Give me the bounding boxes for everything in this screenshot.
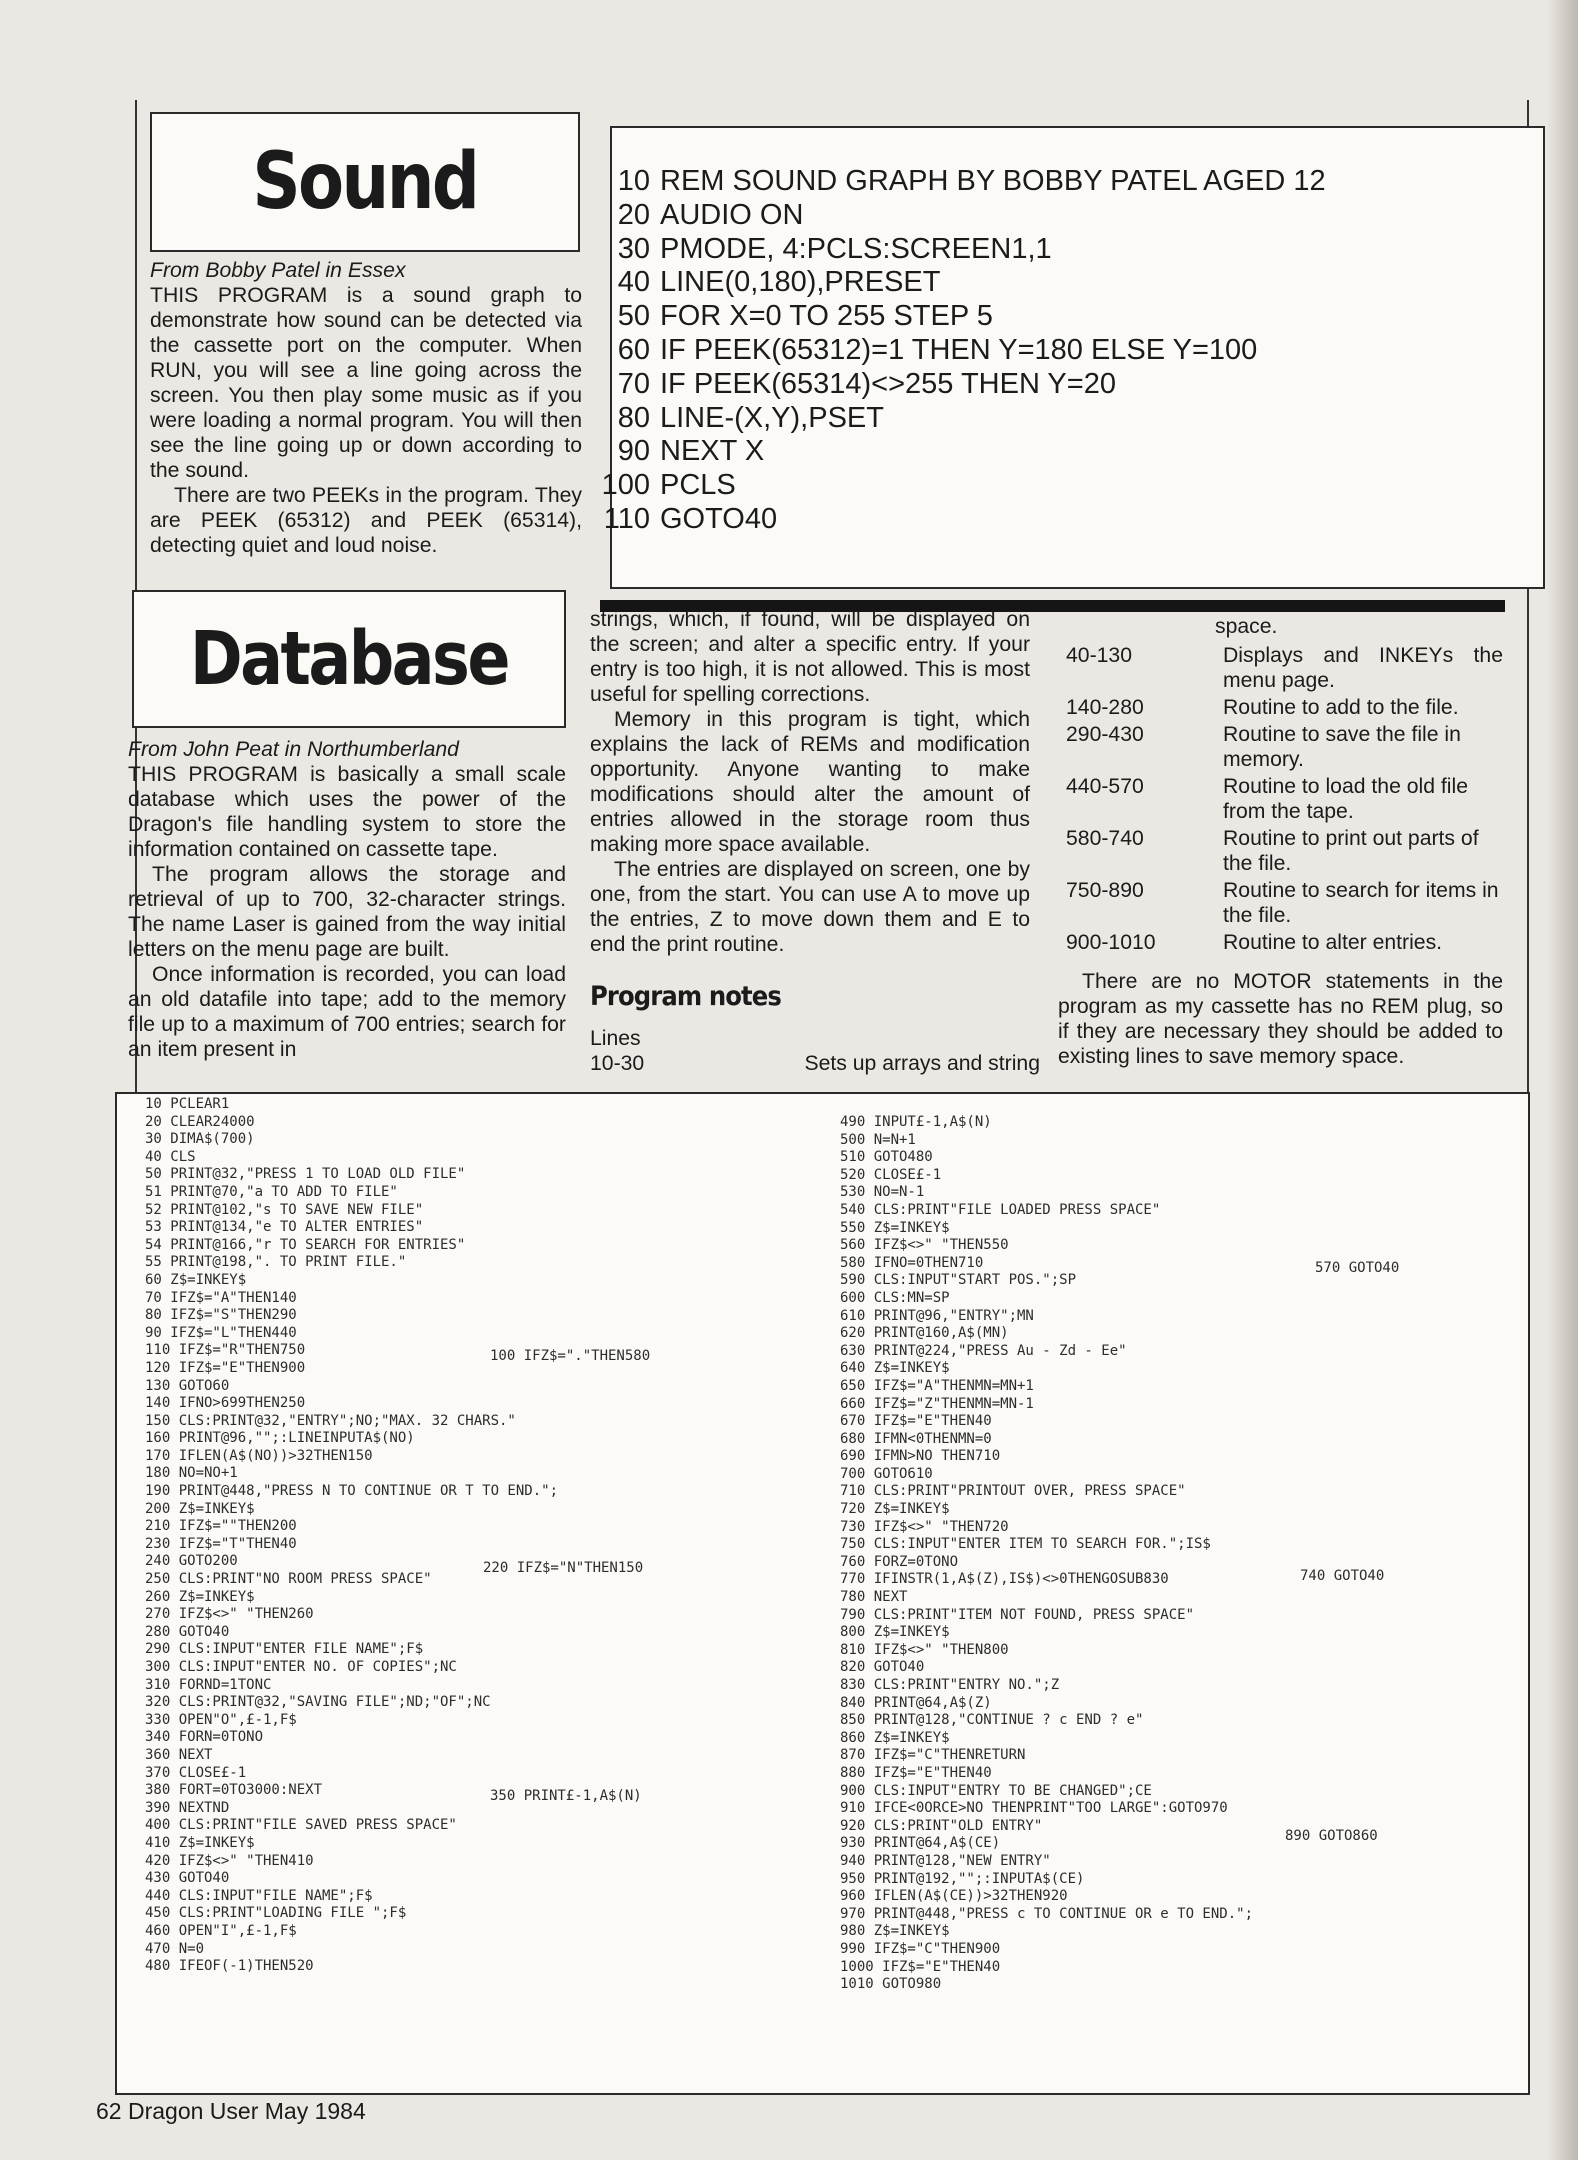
listing-aside-740: 740 GOTO40	[1300, 1568, 1385, 1584]
listing-line: 330 OPEN"O",£-1,F$	[145, 1711, 297, 1728]
listing-line: 430 GOTO40	[145, 1870, 230, 1887]
sound-article	[150, 258, 582, 558]
first-note-row: 10-30 Sets up arrays and string	[590, 1052, 1040, 1075]
listing-line: 560 IFZ$<>" "THEN550	[840, 1237, 1009, 1254]
listing-line: 240 GOTO200	[145, 1553, 238, 1570]
program-notes-table	[1058, 643, 1503, 955]
note-row: 440-570 Routine to load the old file from the tape.	[1066, 775, 1469, 823]
sound-title: Sound	[252, 137, 478, 227]
listing-line: 470 N=0	[145, 1940, 205, 1957]
database-byline: From John Peat in Northumberland	[128, 738, 459, 761]
listing-line: 850 PRINT@128,"CONTINUE ? c END ? e"	[840, 1712, 1144, 1729]
listing-line: 960 IFLEN(A$(CE))>32THEN920	[840, 1888, 1068, 1905]
listing-line: 680 IFMN<0THENMN=0	[840, 1430, 992, 1447]
listing-line: 90 IFZ$="L"THEN440	[145, 1324, 297, 1341]
note-row: 900-1010 Routine to alter entries.	[1066, 931, 1443, 954]
listing-line: 690 IFMN>NO THEN710	[840, 1448, 1001, 1465]
database-col2-paragraph-2: Memory in this program is tight, which explains the lack of REMs and modification opportunity. Anyone wanting to make modifications should alter the amount of entries allowed in the storage room thus making more space available.	[590, 708, 1030, 856]
note-row: 580-740 Routine to print out parts of the file.	[1066, 827, 1479, 875]
listing-line: 390 NEXTND	[145, 1799, 230, 1816]
listing-line: 970 PRINT@448,"PRESS c TO CONTINUE OR e TO END.";	[840, 1905, 1254, 1922]
listing-line: 130 GOTO60	[145, 1377, 230, 1394]
listing-line: 60 Z$=INKEY$	[145, 1271, 247, 1288]
listing-line: 160 PRINT@96,"";:LINEINPUTA$(NO)	[145, 1430, 415, 1447]
database-col1-paragraph-2: The program allows the storage and retrieval of up to 700, 32-character strings. The name Laser is gained from the way initial letters on the menu page are built.	[128, 863, 566, 961]
listing-line: 420 IFZ$<>" "THEN410	[145, 1852, 314, 1869]
listing-line: 720 Z$=INKEY$	[840, 1501, 950, 1518]
listing-line: 900 CLS:INPUT"ENTRY TO BE CHANGED";CE	[840, 1782, 1152, 1799]
database-col2-paragraph-3: The entries are displayed on screen, one by one, from the start. You can use A to move up the entries, Z to move down them and E to end the print routine.	[590, 858, 1030, 956]
listing-line: 990 IFZ$="C"THEN900	[840, 1940, 1001, 1957]
listing-line: 610 PRINT@96,"ENTRY";MN	[840, 1307, 1034, 1324]
sound-listing-line: 80 LINE-(X,Y),PSET	[617, 401, 884, 434]
database-col2-paragraph-1: strings, which, if found, will be displayed on the screen; and alter a specific entry. If your entry is too high, it is not allowed. This is most useful for spelling corrections.	[590, 608, 1030, 706]
listing-line: 800 Z$=INKEY$	[840, 1624, 950, 1641]
listing-line: 52 PRINT@102,"s TO SAVE NEW FILE"	[145, 1201, 424, 1218]
sound-listing-line: 60 IF PEEK(65312)=1 THEN Y=180 ELSE Y=100	[617, 333, 1258, 366]
listing-line: 940 PRINT@128,"NEW ENTRY"	[840, 1852, 1051, 1869]
database-listing-right	[840, 1114, 1520, 1994]
listing-line: 650 IFZ$="A"THENMN=MN+1	[840, 1377, 1034, 1394]
listing-line: 750 CLS:INPUT"ENTER ITEM TO SEARCH FOR.";IS$	[840, 1536, 1211, 1553]
listing-line: 710 CLS:PRINT"PRINTOUT OVER, PRESS SPACE"	[840, 1483, 1186, 1500]
listing-line: 10 PCLEAR1	[145, 1096, 230, 1112]
listing-line: 670 IFZ$="E"THEN40	[840, 1413, 992, 1430]
program-notes-heading: Program notes	[590, 981, 781, 1012]
listing-line: 260 Z$=INKEY$	[145, 1588, 255, 1605]
listing-line: 380 FORT=0TO3000:NEXT	[145, 1782, 323, 1799]
listing-line: 510 GOTO480	[840, 1149, 933, 1166]
listing-line: 460 OPEN"I",£-1,F$	[145, 1922, 297, 1939]
listing-line: 820 GOTO40	[840, 1659, 925, 1676]
listing-line: 110 IFZ$="R"THEN750	[145, 1342, 306, 1359]
listing-line: 150 CLS:PRINT@32,"ENTRY";NO;"MAX. 32 CHARS."	[145, 1412, 516, 1429]
listing-line: 700 GOTO610	[840, 1465, 933, 1482]
listing-line: 270 IFZ$<>" "THEN260	[145, 1606, 314, 1623]
listing-line: 910 IFCE<0ORCE>NO THENPRINT"TOO LARGE":GOTO970	[840, 1800, 1228, 1817]
listing-line: 170 IFLEN(A$(NO))>32THEN150	[145, 1447, 373, 1464]
listing-line: 840 PRINT@64,A$(Z)	[840, 1694, 992, 1711]
listing-line: 590 CLS:INPUT"START POS.";SP	[840, 1272, 1077, 1289]
listing-line: 780 NEXT	[840, 1589, 908, 1606]
lines-label: Lines	[590, 1027, 641, 1050]
listing-line: 50 PRINT@32,"PRESS 1 TO LOAD OLD FILE"	[145, 1166, 466, 1183]
listing-line: 190 PRINT@448,"PRESS N TO CONTINUE OR T TO END.";	[145, 1483, 559, 1500]
listing-line: 320 CLS:PRINT@32,"SAVING FILE";ND;"OF";NC	[145, 1694, 491, 1711]
listing-line: 810 IFZ$<>" "THEN800	[840, 1641, 1009, 1658]
listing-line: 530 NO=N-1	[840, 1184, 925, 1201]
database-listing-left	[145, 1096, 845, 1976]
listing-line: 620 PRINT@160,A$(MN)	[840, 1325, 1009, 1342]
sound-listing	[560, 165, 1520, 537]
listing-line: 250 CLS:PRINT"NO ROOM PRESS SPACE"	[145, 1571, 432, 1588]
listing-line: 830 CLS:PRINT"ENTRY NO.";Z	[840, 1677, 1060, 1693]
listing-line: 450 CLS:PRINT"LOADING FILE ";F$	[145, 1905, 407, 1922]
listing-line: 880 IFZ$="E"THEN40	[840, 1764, 992, 1781]
listing-line: 520 CLOSE£-1	[840, 1166, 942, 1183]
listing-line: 440 CLS:INPUT"FILE NAME";F$	[145, 1887, 373, 1904]
database-title-box	[132, 590, 566, 728]
listing-line: 180 NO=NO+1	[145, 1465, 238, 1482]
listing-line: 500 N=N+1	[840, 1131, 916, 1148]
sound-listing-line: 20 AUDIO ON	[617, 198, 804, 231]
listing-line: 210 IFZ$=""THEN200	[145, 1518, 297, 1535]
listing-line: 280 GOTO40	[145, 1623, 230, 1640]
sound-listing-line: 30 PMODE, 4:PCLS:SCREEN1,1	[617, 232, 1052, 265]
listing-line: 480 IFEOF(-1)THEN520	[145, 1958, 314, 1975]
listing-line: 370 CLOSE£-1	[145, 1764, 247, 1781]
listing-line: 70 IFZ$="A"THEN140	[145, 1289, 297, 1306]
database-title: Database	[189, 616, 509, 702]
listing-line: 630 PRINT@224,"PRESS Au - Zd - Ee"	[840, 1342, 1127, 1359]
listing-line: 930 PRINT@64,A$(CE)	[840, 1835, 1001, 1852]
listing-line: 920 CLS:PRINT"OLD ENTRY"	[840, 1817, 1043, 1834]
note-row: 290-430 Routine to save the file in memory.	[1066, 723, 1461, 771]
listing-line: 55 PRINT@198,". TO PRINT FILE."	[145, 1254, 407, 1271]
listing-line: 200 Z$=INKEY$	[145, 1500, 255, 1517]
sound-title-box	[150, 112, 580, 252]
listing-line: 760 FORZ=0TONO	[840, 1553, 959, 1570]
sound-byline: From Bobby Patel in Essex	[150, 259, 406, 282]
listing-line: 790 CLS:PRINT"ITEM NOT FOUND, PRESS SPACE"	[840, 1606, 1195, 1623]
note-row: 40-130 Displays and INKEYs the menu page.	[1066, 644, 1503, 692]
listing-line: 490 INPUT£-1,A$(N)	[840, 1114, 992, 1130]
listing-line: 230 IFZ$="T"THEN40	[145, 1535, 297, 1552]
listing-line: 120 IFZ$="E"THEN900	[145, 1359, 306, 1376]
page-footer: 62 Dragon User May 1984	[96, 2098, 366, 2124]
sound-listing-line: 10 REM SOUND GRAPH BY BOBBY PATEL AGED 12	[617, 165, 1326, 197]
listing-line: 140 IFNO>699THEN250	[145, 1395, 306, 1412]
listing-line: 400 CLS:PRINT"FILE SAVED PRESS SPACE"	[145, 1817, 457, 1834]
listing-aside-890: 890 GOTO860	[1285, 1828, 1378, 1844]
listing-line: 660 IFZ$="Z"THENMN=MN-1	[840, 1395, 1034, 1412]
listing-aside-570: 570 GOTO40	[1315, 1260, 1400, 1276]
listing-line: 1000 IFZ$="E"THEN40	[840, 1958, 1001, 1975]
database-column-3	[1058, 614, 1503, 1069]
sound-listing-line: 40 LINE(0,180),PRESET	[617, 266, 941, 299]
page-edge-shadow	[1546, 0, 1578, 2160]
listing-line: 40 CLS	[145, 1148, 196, 1165]
listing-line: 580 IFNO=0THEN710	[840, 1254, 984, 1271]
listing-line: 290 CLS:INPUT"ENTER FILE NAME";F$	[145, 1641, 424, 1658]
listing-line: 80 IFZ$="S"THEN290	[145, 1307, 297, 1324]
listing-line: 730 IFZ$<>" "THEN720	[840, 1518, 1009, 1535]
listing-line: 360 NEXT	[145, 1746, 213, 1763]
listing-line: 310 FORND=1TONC	[145, 1676, 272, 1693]
listing-line: 550 Z$=INKEY$	[840, 1219, 950, 1236]
sound-listing-line: 50 FOR X=0 TO 255 STEP 5	[617, 300, 993, 333]
database-col1-paragraph-3: Once information is recorded, you can load an old datafile into tape; add to the memory file up to a maximum of 700 entries; search for an item present in	[128, 963, 566, 1061]
sound-listing-line: 110 GOTO40	[603, 502, 778, 535]
listing-aside-220: 220 IFZ$="N"THEN150	[483, 1560, 644, 1576]
listing-line: 600 CLS:MN=SP	[840, 1289, 950, 1306]
database-column-2	[590, 607, 1040, 1076]
listing-line: 770 IFINSTR(1,A$(Z),IS$)<>0THENGOSUB830	[840, 1571, 1169, 1588]
listing-line: 51 PRINT@70,"a TO ADD TO FILE"	[145, 1183, 398, 1200]
listing-line: 980 Z$=INKEY$	[840, 1923, 950, 1940]
note-row: 750-890 Routine to search for items in the file.	[1066, 879, 1499, 927]
col3-top-text: space.	[1215, 615, 1278, 638]
listing-line: 30 DIMA$(700)	[145, 1131, 255, 1148]
listing-line: 20 CLEAR24000	[145, 1113, 255, 1130]
listing-line: 53 PRINT@134,"e TO ALTER ENTRIES"	[145, 1219, 424, 1236]
database-col1-paragraph-1: THIS PROGRAM is basically a small scale database which uses the power of the Dragon's file handling system to store the information contained on cassette tape.	[128, 763, 566, 861]
listing-aside-100: 100 IFZ$="."THEN580	[490, 1348, 651, 1364]
listing-line: 300 CLS:INPUT"ENTER NO. OF COPIES";NC	[145, 1659, 457, 1675]
database-column-1	[128, 737, 566, 1062]
note-row: 140-280 Routine to add to the file.	[1066, 696, 1459, 719]
listing-line: 870 IFZ$="C"THENRETURN	[840, 1747, 1026, 1764]
listing-line: 540 CLS:PRINT"FILE LOADED PRESS SPACE"	[840, 1201, 1161, 1218]
sound-paragraph-1: THIS PROGRAM is a sound graph to demonstrate how sound can be detected via the cassette port on the computer. When RUN, you will see a line going across the screen. You then play some music as if you were loading a normal program. You will then see the line going up or down according to the sound.	[150, 284, 582, 482]
listing-line: 340 FORN=0TONO	[145, 1729, 264, 1746]
listing-line: 54 PRINT@166,"r TO SEARCH FOR ENTRIES"	[145, 1236, 466, 1253]
database-closing-paragraph: There are no MOTOR statements in the program as my cassette has no REM plug, so if they are necessary they should be added to existing lines to save memory space.	[1058, 970, 1503, 1068]
listing-line: 1010 GOTO980	[840, 1976, 942, 1993]
listing-aside-350: 350 PRINT£-1,A$(N)	[490, 1788, 642, 1804]
sound-listing-line: 90 NEXT X	[617, 435, 765, 468]
listing-line: 860 Z$=INKEY$	[840, 1729, 950, 1746]
listing-line: 410 Z$=INKEY$	[145, 1834, 255, 1851]
listing-line: 950 PRINT@192,"";:INPUTA$(CE)	[840, 1870, 1085, 1887]
listing-line: 640 Z$=INKEY$	[840, 1360, 950, 1377]
sound-listing-line: 70 IF PEEK(65314)<>255 THEN Y=20	[617, 367, 1116, 400]
sound-paragraph-2: There are two PEEKs in the program. They are PEEK (65312) and PEEK (65314), detecting quiet and loud noise.	[150, 484, 582, 557]
sound-listing-line: 100 PCLS	[601, 469, 736, 502]
